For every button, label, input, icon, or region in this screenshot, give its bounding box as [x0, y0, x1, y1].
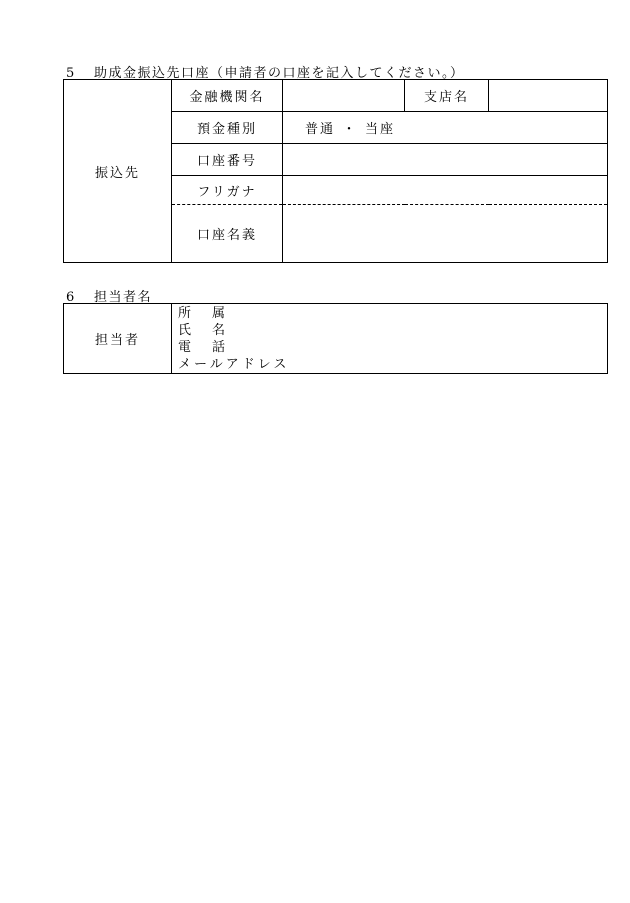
deposit-type-separator: ・ [342, 122, 358, 137]
furigana-label: フリガナ [172, 176, 283, 205]
account-number-label: 口座番号 [172, 144, 283, 176]
affiliation-line[interactable] [178, 305, 607, 322]
section-6-title: 担当者名 [94, 290, 153, 305]
branch-name-field[interactable] [489, 80, 608, 112]
phone-label-a: 電 [178, 340, 195, 355]
bank-name-field[interactable] [283, 80, 405, 112]
phone-label-b: 話 [212, 340, 229, 355]
email-line[interactable] [178, 356, 607, 373]
section-6-number: 6 [66, 290, 76, 305]
account-number-field[interactable] [283, 144, 608, 176]
name-label-a: 氏 [178, 323, 195, 338]
section-5-number: 5 [66, 66, 76, 81]
contact-person-header: 担当者 [64, 304, 172, 374]
branch-name-label: 支店名 [405, 80, 489, 112]
account-holder-label: 口座名義 [172, 205, 283, 263]
name-label-b: 名 [212, 323, 229, 338]
account-holder-field[interactable] [283, 205, 608, 263]
bank-transfer-table [63, 79, 608, 263]
section-5-title: 助成金振込先口座（申請者の口座を記入してください。） [94, 66, 465, 81]
contact-person-table [63, 303, 608, 374]
name-line[interactable] [178, 322, 607, 339]
affiliation-label-a: 所 [178, 306, 195, 321]
transfer-destination-header: 振込先 [64, 80, 172, 263]
bank-name-label: 金融機関名 [172, 80, 283, 112]
contact-person-details[interactable] [172, 304, 608, 374]
deposit-type-label: 預金種別 [172, 112, 283, 144]
deposit-type-current[interactable]: 当座 [365, 122, 396, 137]
affiliation-label-b: 属 [212, 306, 229, 321]
phone-line[interactable] [178, 339, 607, 356]
deposit-type-field[interactable] [283, 112, 608, 144]
email-label: メールアドレス [178, 357, 290, 372]
furigana-field[interactable] [283, 176, 608, 205]
deposit-type-ordinary[interactable]: 普通 [305, 122, 336, 137]
